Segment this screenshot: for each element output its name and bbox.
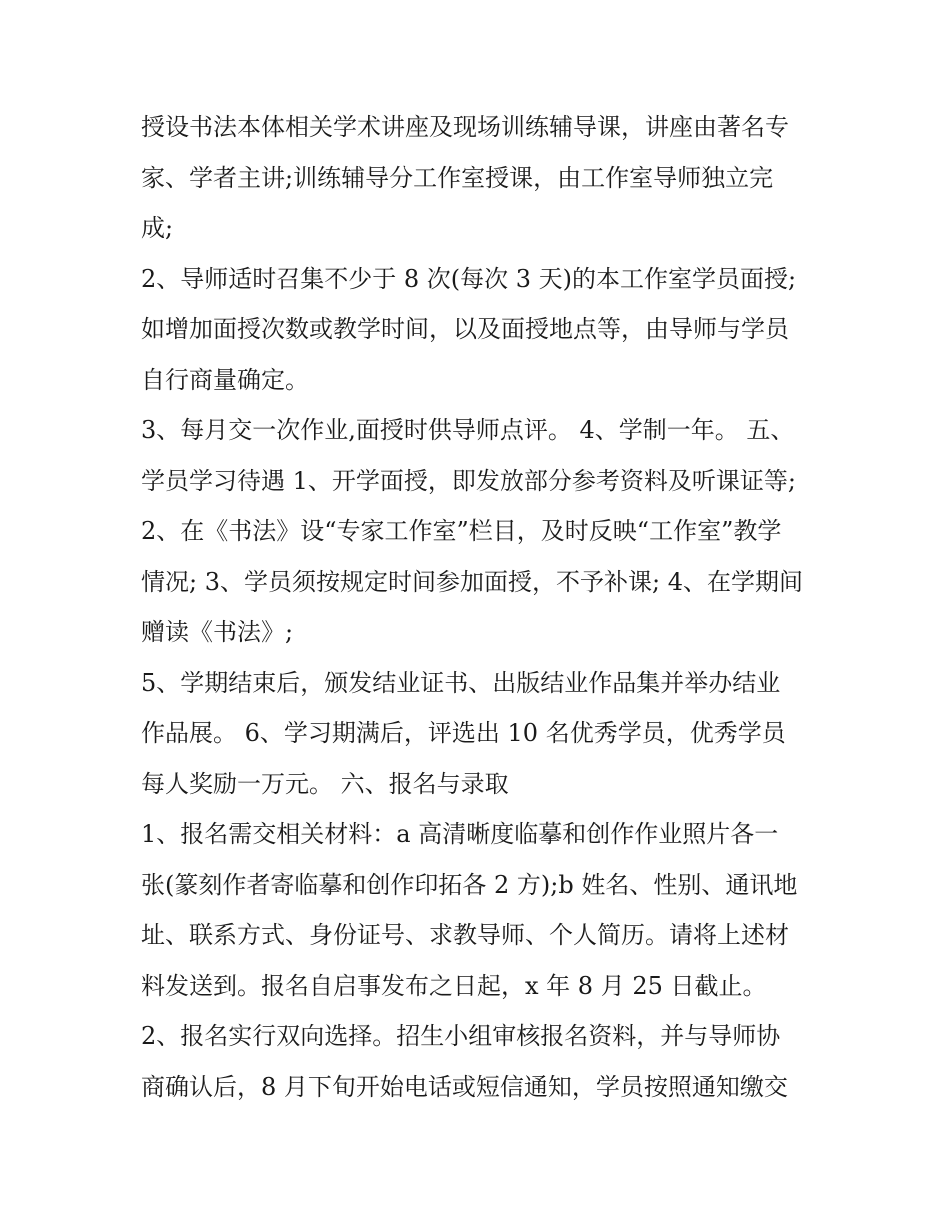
text-line: 1、报名需交相关材料：a 高清晰度临摹和创作作业照片各一 [141, 820, 779, 848]
text-line: 2、导师适时召集不少于 8 次(每次 3 天)的本工作室学员面授; [141, 264, 797, 293]
text-line: 如增加面授次数或教学时间，以及面授地点等，由导师与学员 [141, 315, 789, 343]
text-line: 学员学习待遇 1、开学面授，即发放部分参考资料及听课证等; [141, 466, 796, 495]
text-line: 授设书法本体相关学术讲座及现场训练辅导课，讲座由著名专 [141, 113, 789, 141]
text-line: 2、报名实行双向选择。招生小组审核报名资料，并与导师协 [141, 1022, 781, 1050]
text-line: 2、在《书法》设“专家工作室”栏目，及时反映“工作室”教学 [141, 517, 782, 545]
text-line: 址、联系方式、身份证号、求教导师、个人简历。请将上述材 [141, 921, 789, 949]
text-line: 商确认后，8 月下旬开始电话或短信通知，学员按照通知缴交 [141, 1072, 788, 1101]
text-line: 5、学期结束后，颁发结业证书、出版结业作品集并举办结业 [141, 668, 781, 697]
text-line: 成; [141, 214, 174, 242]
text-line: 3、每月交一次作业,面授时供导师点评。 4、学制一年。 五、 [141, 416, 795, 444]
text-line: 自行商量确定。 [141, 365, 309, 394]
document-body [141, 102, 821, 1112]
text-line: 赠读《书法》; [141, 618, 294, 646]
text-line: 每人奖励一万元。 六、报名与录取 [141, 769, 509, 798]
text-line: 作品展。 6、学习期满后，评选出 10 名优秀学员，优秀学员 [141, 719, 786, 747]
text-line: 张(篆刻作者寄临摹和创作印拓各 2 方);b 姓名、性别、通讯地 [141, 870, 798, 899]
text-line: 情况; 3、学员须按规定时间参加面授，不予补课; 4、在学期间 [141, 567, 803, 596]
text-line: 家、学者主讲;训练辅导分工作室授课，由工作室导师独立完 [141, 163, 774, 192]
text-line: 料发送到。报名自启事发布之日起，x 年 8 月 25 日截止。 [141, 971, 767, 1000]
